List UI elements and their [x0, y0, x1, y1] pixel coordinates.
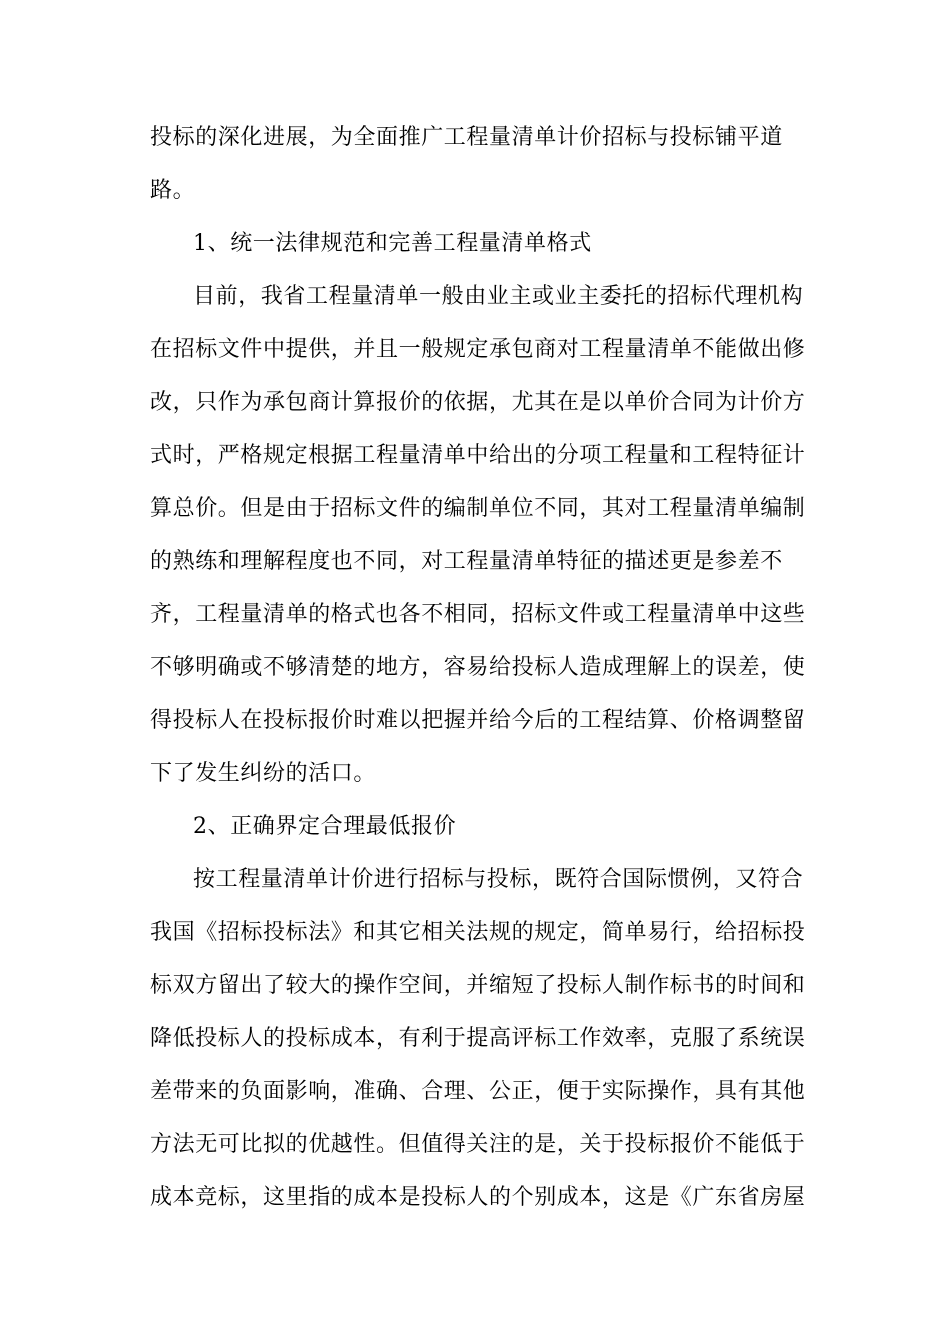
paragraph-line: 下了发生纠纷的活口。	[150, 761, 377, 786]
paragraph-line: 按工程量清单计价进行招标与投标，既符合国际惯例，又符合	[193, 867, 804, 892]
paragraph-line: 目前，我省工程量清单一般由业主或业主委托的招标代理机构	[193, 284, 804, 309]
paragraph-line: 降低投标人的投标成本，有利于提高评标工作效率，克服了系统误	[150, 1026, 806, 1051]
section-heading-2: 2、正确界定合理最低报价	[193, 814, 457, 839]
paragraph-line: 齐，工程量清单的格式也各不相同，招标文件或工程量清单中这些	[150, 602, 806, 627]
paragraph-line: 得投标人在投标报价时难以把握并给今后的工程结算、价格调整留	[150, 708, 806, 733]
paragraph-line: 不够明确或不够清楚的地方，容易给投标人造成理解上的误差，使	[150, 655, 806, 680]
paragraph-line: 在招标文件中提供，并且一般规定承包商对工程量清单不能做出修	[150, 337, 806, 362]
paragraph-line: 投标的深化进展，为全面推广工程量清单计价招标与投标铺平道	[150, 125, 783, 150]
paragraph-line: 算总价。但是由于招标文件的编制单位不同，其对工程量清单编制	[150, 496, 806, 521]
section-heading-1: 1、统一法律规范和完善工程量清单格式	[193, 231, 592, 256]
paragraph-line: 改，只作为承包商计算报价的依据，尤其在是以单价合同为计价方	[150, 390, 806, 415]
paragraph-line: 路。	[150, 178, 196, 203]
paragraph-line: 式时，严格规定根据工程量清单中给出的分项工程量和工程特征计	[150, 443, 806, 468]
paragraph-line: 标双方留出了较大的操作空间，并缩短了投标人制作标书的时间和	[150, 973, 806, 998]
paragraph-line: 我国《招标投标法》和其它相关法规的规定，简单易行，给招标投	[150, 920, 806, 945]
paragraph-line: 方法无可比拟的优越性。但值得关注的是，关于投标报价不能低于	[150, 1132, 806, 1157]
paragraph-line: 成本竞标，这里指的成本是投标人的个别成本，这是《广东省房屋	[150, 1185, 806, 1210]
paragraph-line: 的熟练和理解程度也不同，对工程量清单特征的描述更是参差不	[150, 549, 783, 574]
paragraph-line: 差带来的负面影响，准确、合理、公正，便于实际操作，具有其他	[150, 1079, 806, 1104]
